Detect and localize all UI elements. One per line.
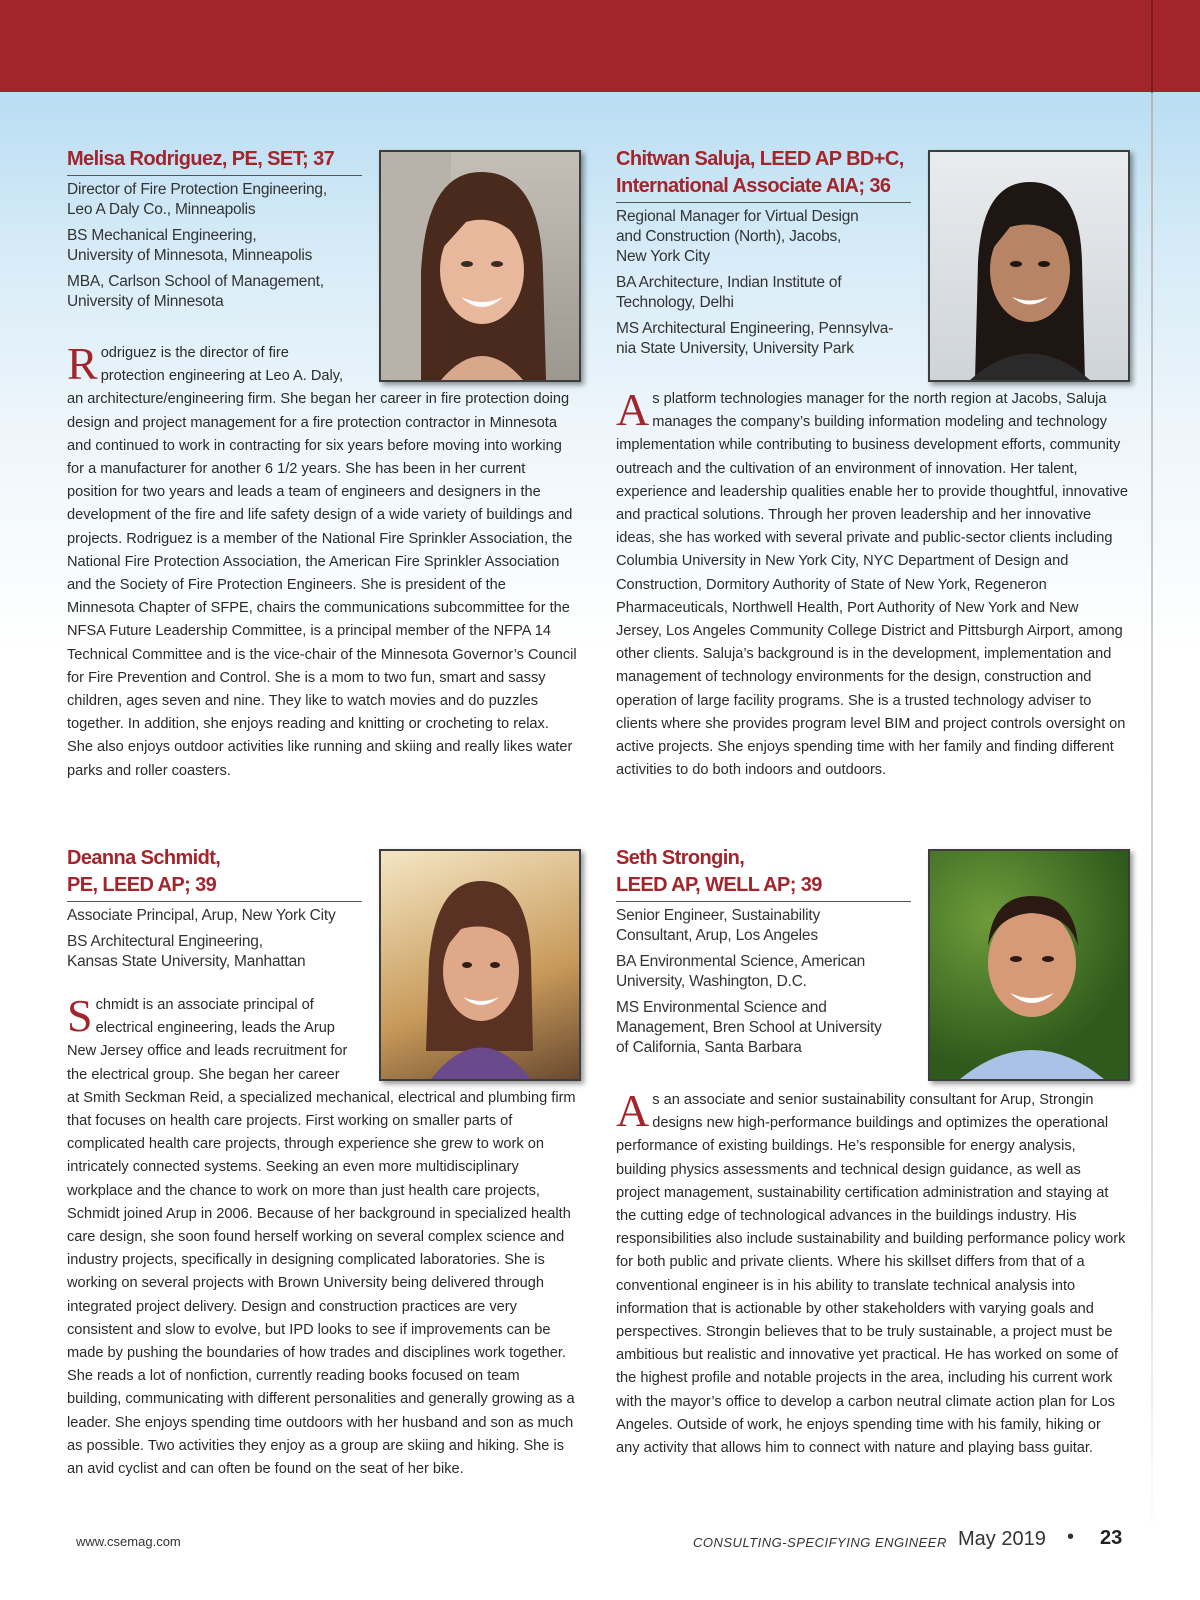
bio-text (67, 338, 577, 783)
credential-title: Director of Fire Protection Engineering, Leo A Daly Co., Minneapolis (67, 181, 327, 218)
profile-rodriguez (67, 146, 362, 318)
credential-title: Associate Principal, Arup, New York City (67, 907, 336, 924)
drop-cap: A (616, 1085, 650, 1136)
footer-bullet: • (1067, 1526, 1075, 1548)
bio-paragraph: odriguez is the director of fire protection engineering at Leo A. Daly, an architecture/engineering firm. She began her career in fire protection doing design and project management for a fire protection contractor in Minnesota and continued to work in contracting for six years before moving into working for a manufacturer for another 6 1/2 years. She has been in her current position for two years and leads a team of engineers and designers in the development of the fire and life safety design of a wide variety of buildings and projects. Rodriguez is a member of the National Fire Sprinkler Association, the National Fire Protection Association, the American Fire Sprinkler Association and the Society of Fire Protection Engineers. She is president of the Minnesota Chapter of SFPE, chairs the communications subcommittee for the NFSA Future Leadership Committee, is a principal member of the NFPA 14 Technical Committee and is the vice-chair of the Minnesota Governor’s Council for Fire Prevention and Control. She is a mom to two fun, smart and sassy children, ages seven and nine. They like to watch movies and do puzzles together. In addition, she enjoys reading and knitting or crocheting to relax. She also enjoys outdoor activities like running and skiing and really likes water parks and roller coasters. (67, 345, 577, 779)
footer-issue-date: May 2019 (958, 1528, 1046, 1550)
photo-wrap-spacer (355, 994, 577, 1086)
bio-paragraph: s an associate and senior sustainability consultant for Arup, Strongin designs new high-performance buildings and optimizes the operational performance of existing buildings. He’s responsible for energy analysis, building physics assessments and technical design guidance, as well as project management, sustainability certification administration and staying at the cutting edge of technological advances in the buildings industry. His responsibilities also include sustainability and building performance policy work for both public and private clients. Where his skillset differs from that of a conventional engineer is in his ability to translate technical analysis into information that is actionable by other stakeholders with varying goals and perspectives. Strongin believes that to be truly sustainable, a project must be ambitious but realistic and innovative yet practical. He has worked on some of the highest profile and notable projects in the area, including his current work with the mayor’s office to develop a carbon neutral climate action plan for Los Angeles. Outside of work, he enjoys spending time with his family, hiking or any activity that allows him to connect with nature and playing bass guitar. (616, 1092, 1126, 1457)
photo-wrap-spacer (355, 342, 577, 386)
credential-degree: BS Mechanical Engineering, University of Minnesota, Minneapolis (67, 227, 313, 264)
credential-degree: MBA, Carlson School of Management, University of Minnesota (67, 273, 324, 310)
name-rule (616, 202, 911, 203)
bio-text (616, 384, 1128, 782)
page-number: 23 (1100, 1527, 1123, 1549)
portrait-photo-strongin (928, 849, 1130, 1081)
profile-schmidt (67, 845, 362, 978)
page-edge-rule (1151, 0, 1153, 1540)
drop-cap: A (616, 384, 650, 435)
footer-website-link[interactable]: www.csemag.com (76, 1534, 181, 1549)
portrait-photo-saluja (928, 150, 1130, 382)
credential-degree: BA Environmental Science, American University, Washington, D.C. (616, 953, 866, 990)
profile-name: Seth Strongin, (616, 847, 745, 869)
footer-magazine-name: CONSULTING-SPECIFYING ENGINEER (693, 1535, 947, 1550)
credential-degree: BA Architecture, Indian Institute of Technology, Delhi (616, 274, 842, 311)
credential-degree: BS Architectural Engineering, Kansas State University, Manhattan (67, 933, 306, 970)
drop-cap: S (67, 990, 93, 1041)
profile-name: Deanna Schmidt, (67, 847, 221, 869)
name-rule (616, 901, 911, 902)
profile-name: Chitwan Saluja, LEED AP BD+C, (616, 148, 904, 170)
credential-title: Senior Engineer, Sustainability Consultant, Arup, Los Angeles (616, 907, 821, 944)
bio-text (67, 990, 577, 1481)
profile-strongin (616, 845, 911, 1064)
credential-title: Regional Manager for Virtual Design and Construction (North), Jacobs, New York City (616, 208, 859, 265)
drop-cap: R (67, 338, 98, 389)
bio-paragraph: chmidt is an associate principal of electrical engineering, leads the Arup New Jersey office and leads recruitment for the electrical group. She began her career at Smith Seckman Reid, a specialized mechanical, electrical and plumbing firm that focuses on health care projects. First working on smaller parts of complicated health care projects, through experience she grew to work on intricately connected systems. Seeking an even more multidisciplinary workplace and the chance to work on more than just health care projects, Schmidt joined Arup in 2006. Because of her background in specialized health care design, she soon found herself working on several complex science and industry projects, specifically in designing complicated laboratories. She is working on several projects with Brown University being delivered through integrated project delivery. Design and construction practices are very consistent and slow to evolve, but IPD looks to see if improvements can be made by pushing the boundaries of how trades and disciplines work together. She reads a lot of nonfiction, currently reading books focused on team building, communicating with different personalities and generally growing as a leader. She enjoys spending time outdoors with her husband and son as much as possible. Two activities they enjoy as a group are skiing and hiking. She is an avid cyclist and can often be found on the seat of her bike. (67, 997, 576, 1478)
bio-text (616, 1085, 1128, 1460)
profile-name: LEED AP, WELL AP; 39 (616, 874, 822, 896)
credential-degree: MS Environmental Science and Management, Bren School at University of California, Santa Barbara (616, 999, 882, 1056)
credential-degree: MS Architectural Engineering, Pennsylva- nia State University, University Park (616, 320, 894, 357)
profile-name: International Associate AIA; 36 (616, 175, 891, 197)
header-band (0, 0, 1200, 92)
name-rule (67, 901, 362, 902)
man-portrait-icon (930, 851, 1128, 1079)
profile-name: PE, LEED AP; 39 (67, 874, 217, 896)
profile-saluja (616, 146, 911, 365)
bio-paragraph: s platform technologies manager for the north region at Jacobs, Saluja manages the company’s building information modeling and technology implementation while contributing to business development efforts, community outreach and the cultivation of an environment of innovation. Her talent, experience and leadership qualities enable her to provide thoughtful, innovative and practical solutions. Through her proven leadership and her innovative ideas, she has worked with several private and public-sector clients including Columbia University in New York City, NYC Department of Design and Construction, Dormitory Authority of State of New York, Regeneron Pharmaceuticals, Northwell Health, Port Authority of New York and New Jersey, Los Angeles Community College District and Pittsburgh Airport, among other clients. Saluja’s background is in the development, implementation and management of technology environments for the design, construction and operation of large facility programs. She is a trusted technology adviser to clients where she provides program level BIM and project controls oversight on active projects. She enjoys spending time with her family and finding different activities to do both indoors and outdoors. (616, 391, 1128, 779)
name-rule (67, 175, 362, 176)
woman-portrait-icon (930, 152, 1128, 380)
profile-name: Melisa Rodriguez, PE, SET; 37 (67, 148, 335, 170)
